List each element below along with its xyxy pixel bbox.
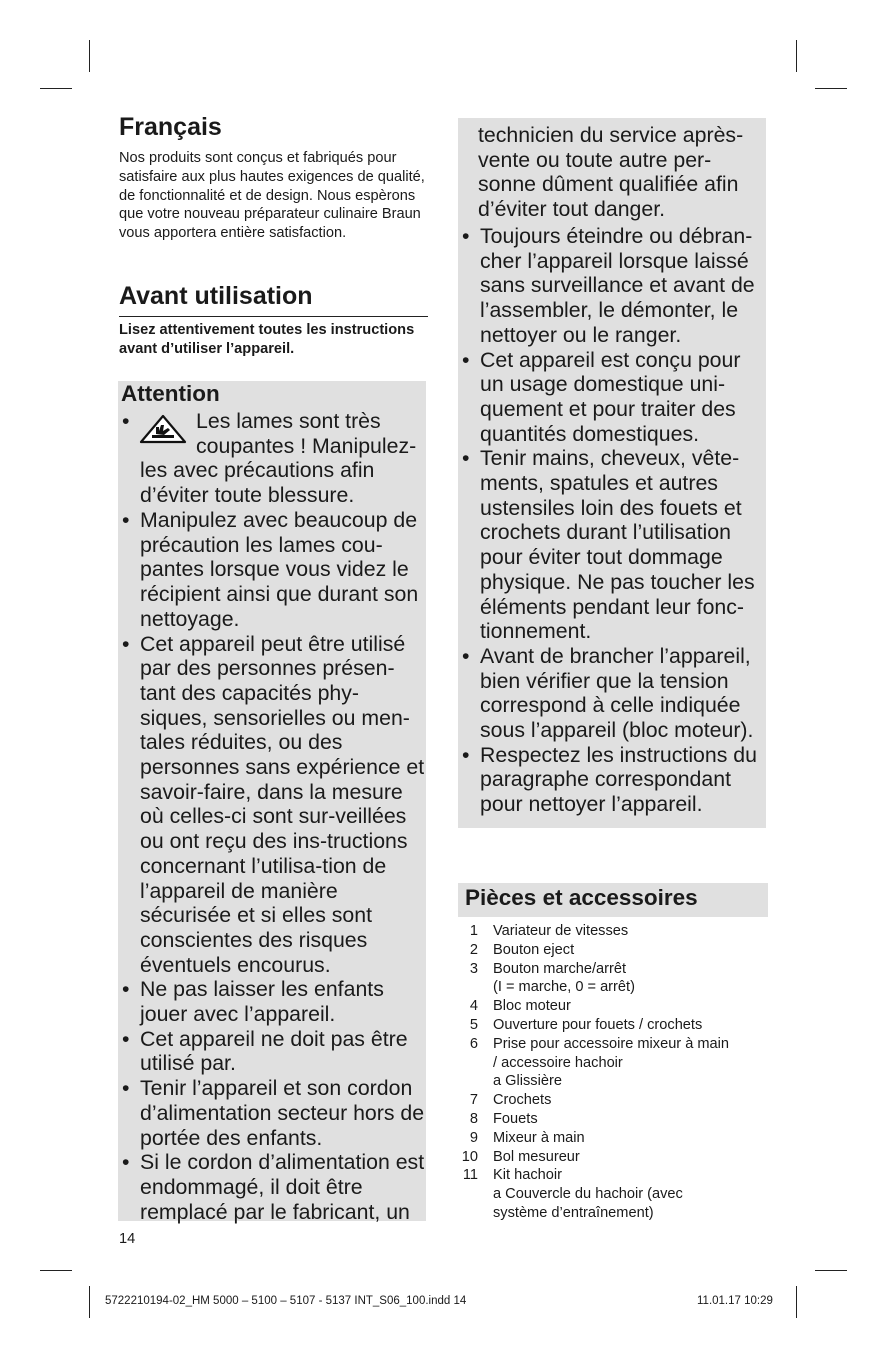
footer-timestamp: 11.01.17 10:29	[697, 1295, 773, 1307]
crop-mark	[40, 88, 72, 89]
safety-list-left	[120, 508, 426, 1224]
crop-mark	[796, 40, 797, 72]
read-instructions-lead: Lisez attentivement toutes les instructions avant d’utiliser l’appareil.	[119, 322, 415, 357]
list-item: • Cet appareil peut être utilisé par des personnes présen-tant des capacités phy-siques, sensorielles ou men-tales réduites, ou des personnes sans expérience et savoir-faire, dans la mesure où celles-ci sont sur-veillées ou ont reçu des ins-tructions concernant l’utilisa-tion de l’appareil de manière sécurisée et si elles sont conscientes des risques éventuels encourus.	[122, 631, 425, 977]
parts-list-item: 11 Kit hachoir a Couvercle du hachoir (avec système d’entraînement)	[462, 1167, 683, 1221]
list-item: • Cet appareil est conçu pour un usage domestique uni-quement et pour traiter des quantités domestiques.	[462, 347, 741, 446]
parts-list-item: 1 Variateur de vitesses	[469, 923, 629, 939]
warning-line-2: coupantes ! Manipulez-	[196, 433, 417, 458]
list-item: • Tenir mains, cheveux, vête-ments, spatules et autres ustensiles loin des fouets et crochets durant l’utilisation pour éviter tout dommage physique. Ne pas toucher les éléments pendant leur fonc-tionnement.	[462, 446, 755, 644]
attention-heading: Attention	[121, 381, 220, 406]
parts-list-item: 9 Mixeur à main	[469, 1129, 585, 1146]
parts-list-item: 7 Crochets	[469, 1092, 552, 1109]
list-item: • Respectez les instructions du paragraphe correspondant pour nettoyer l’appareil.	[462, 742, 757, 817]
intro-paragraph: Nos produits sont conçus et fabriqués pour satisfaire aux plus hautes exigences de qualité, de fonctionnalité et de design. Nous espèrons que votre nouveau préparateur culinaire Braun vous apportera entière satisfaction.	[119, 150, 425, 242]
parts-list-item: 10 Bol mesureur	[461, 1148, 580, 1165]
list-item: • Ne pas laisser les enfants jouer avec l’appareil.	[122, 977, 384, 1027]
list-item: • Cet appareil ne doit pas être utilisé par.	[122, 1026, 408, 1076]
page-title: Français	[119, 113, 222, 141]
crop-mark	[89, 1286, 90, 1318]
list-item: • Avant de brancher l’appareil, bien vérifier que la tension correspond à celle indiquée sous l’appareil (bloc moteur).	[462, 643, 754, 743]
warning-line-rest: les avec précautions afin d’éviter toute blessure.	[140, 458, 375, 508]
list-item: • Toujours éteindre ou débran-cher l’appareil lorsque laissé sans surveillance et avant de l’assembler, le démonter, le nettoyer ou le ranger.	[462, 224, 755, 347]
crop-mark	[815, 88, 847, 89]
crop-mark	[815, 1270, 847, 1271]
parts-list-item: 8 Fouets	[469, 1110, 538, 1127]
bullet: •	[122, 409, 130, 433]
parts-heading: Pièces et accessoires	[465, 885, 698, 910]
parts-list-item: 4 Bloc moteur	[469, 998, 571, 1015]
list-item: • Tenir l’appareil et son cordon d’alimentation secteur hors de portée des enfants.	[122, 1076, 425, 1150]
parts-list-item: 5 Ouverture pour fouets / crochets	[469, 1016, 703, 1033]
blade-hand-warning-icon	[138, 414, 188, 444]
parts-list	[458, 922, 778, 1223]
list-item: • Manipulez avec beaucoup de précaution les lames cou-pantes lorsque vous videz le récipient ainsi que durant son nettoyage.	[122, 508, 419, 631]
crop-mark	[796, 1286, 797, 1318]
page-number: 14	[119, 1231, 136, 1247]
footer-file-info: 5722210194-02_HM 5000 – 5100 – 5107 - 5137 INT_S06_100.indd 14	[105, 1295, 467, 1307]
parts-list-item: 6 Prise pour accessoire mixeur à main / accessoire hachoir a Glissière	[469, 1035, 730, 1090]
parts-list-item: 2 Bouton eject	[469, 941, 575, 958]
parts-list-item: 3 Bouton marche/arrêt (I = marche, 0 = arrêt)	[469, 960, 635, 996]
warning-line-1: Les lames sont très	[196, 409, 381, 433]
section-title-avant-utilisation: Avant utilisation	[119, 282, 428, 317]
crop-mark	[40, 1270, 72, 1271]
list-item: • Si le cordon d’alimentation est endommagé, il doit être remplacé par le fabricant, un	[122, 1150, 425, 1224]
crop-mark	[89, 40, 90, 72]
safety-continuation: technicien du service après-vente ou toute autre per-sonne dûment qualifiée afin d’éviter tout danger.	[478, 123, 744, 222]
safety-list-right	[460, 224, 766, 817]
